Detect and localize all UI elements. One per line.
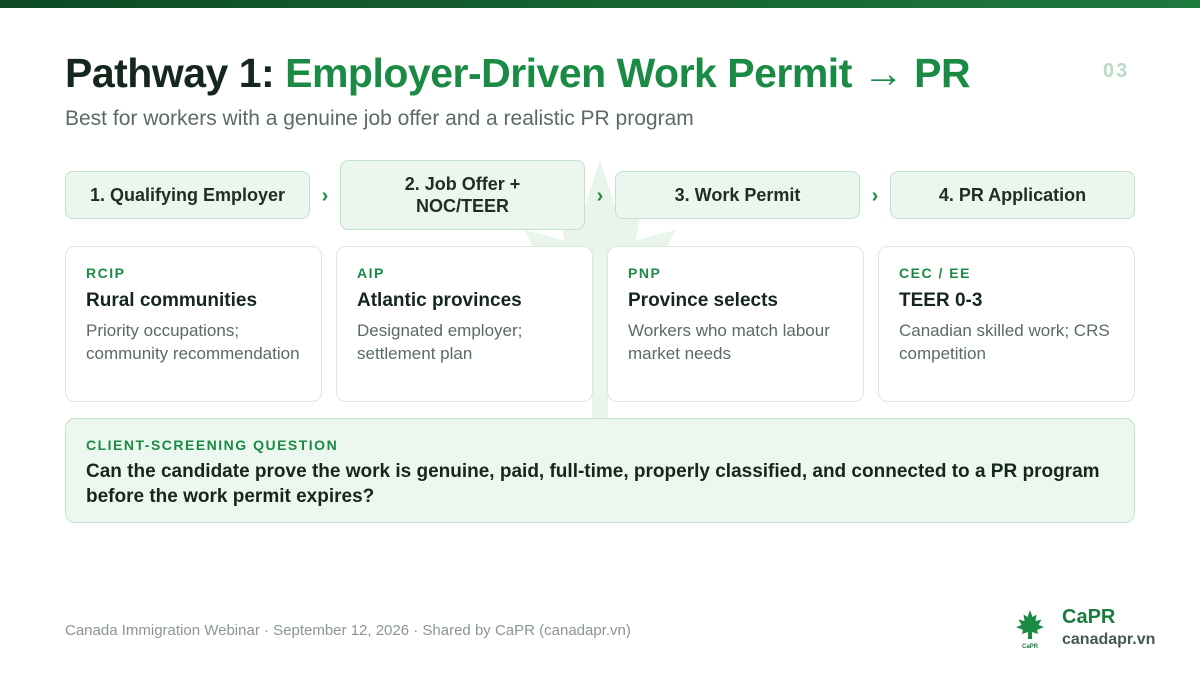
program-tag: CEC / EE (899, 265, 971, 281)
step-job-offer (340, 160, 585, 230)
screening-question-box (65, 418, 1135, 523)
maple-leaf-icon (1013, 608, 1047, 650)
footer-text: Canada Immigration Webinar · September 12, 2026 · Shared by CaPR (canadapr.vn) (65, 622, 631, 639)
program-description: Priority occupations; community recommendation (86, 321, 300, 364)
title-main: Employer-Driven Work Permit → PR (285, 50, 971, 96)
program-heading: Rural communities (86, 290, 258, 311)
top-accent-bar (0, 0, 1200, 8)
screening-question: Can the candidate prove the work is genuine, paid, full-time, properly classified, and connected to a PR program before the work permit expires? (86, 461, 1100, 507)
slide-title (65, 50, 970, 97)
program-card-rcip (65, 246, 322, 402)
chevron-right-icon: › (596, 184, 604, 207)
chevron-right-icon: › (871, 184, 879, 207)
slide-number: 03 (1103, 60, 1130, 82)
logo-text: CaPR (1021, 644, 1039, 650)
chevron-right-icon: › (321, 184, 329, 207)
brand-url: canadapr.vn (1062, 631, 1156, 648)
step-label: 1. Qualifying Employer (89, 184, 286, 205)
brand-name: CaPR (1062, 606, 1116, 628)
program-tag: AIP (357, 265, 385, 281)
slide-subtitle: Best for workers with a genuine job offer and a realistic PR program (65, 107, 694, 130)
step-label: 2. Job Offer + NOC/TEER (404, 173, 521, 216)
screening-label: CLIENT-SCREENING QUESTION (86, 437, 339, 453)
program-description: Workers who match labour market needs (628, 321, 830, 364)
program-tag: RCIP (86, 265, 126, 281)
step-label: 3. Work Permit (674, 184, 801, 205)
program-description: Canadian skilled work; CRS competition (899, 321, 1110, 364)
program-description: Designated employer; settlement plan (357, 321, 523, 364)
program-card-aip (336, 246, 593, 402)
step-label: 4. PR Application (938, 184, 1087, 205)
step-qualifying-employer (65, 171, 310, 219)
title-prefix: Pathway 1: (65, 50, 275, 96)
program-card-cec-ee (878, 246, 1135, 402)
step-work-permit (615, 171, 860, 219)
program-tag: PNP (628, 265, 662, 281)
program-heading: Atlantic provinces (357, 290, 522, 311)
program-card-pnp (607, 246, 864, 402)
program-heading: TEER 0-3 (899, 290, 983, 311)
program-heading: Province selects (628, 290, 778, 311)
step-pr-application (890, 171, 1135, 219)
